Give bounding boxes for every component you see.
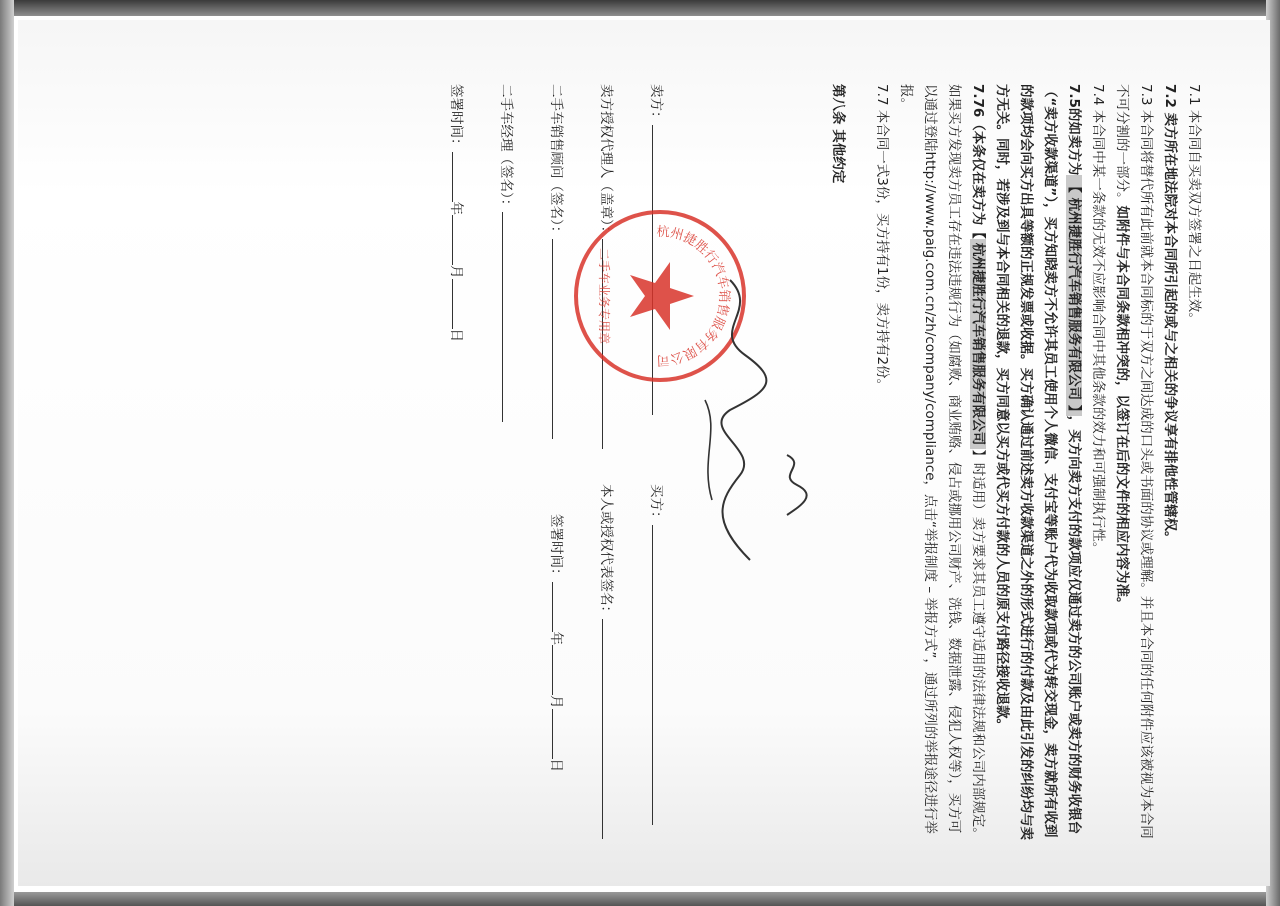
- clause-7-5: 7.5的如卖方为【 杭州捷胜行汽车销售服务有限公司 】，买方向卖方支付的款项应仅通过卖方的公司账户或卖方的财务收银台（“卖方收款渠道”），买方知晓卖方不允许其员工使用个人微信、支付宝等账户代为收取款项或代为转交现金，卖方就所有收到的款项均会向买方出具等额的正规发票或收据。买方确认通过前述卖方收款渠道之外的形式进行的付款及由此引发的纠纷均与卖方无关。同时，若涉及到与本合同相关的退款，买方同意以买方或代买方付款的人员的原支付路径接收退款。: [994, 84, 1082, 840]
- buyer-time-row: 签署时间：年月日: [548, 514, 564, 772]
- seller-agent-row: 卖方授权代理人（盖章）：: [598, 84, 618, 449]
- manager-row: 二手车经理（签名）：: [498, 84, 518, 422]
- buyer-rep-row: 本人或授权代表签名：: [598, 484, 618, 839]
- seller-time-row: 签署时间：年月日: [448, 84, 464, 342]
- buyer-line: [652, 525, 653, 825]
- photo-edge-left: [0, 0, 14, 906]
- consultant-row: 二手车销售顾问（签名）：: [548, 84, 568, 439]
- manager-line: [502, 212, 503, 422]
- seal-text: 杭州捷胜行汽车销售服务有限公司: [656, 224, 731, 368]
- handwritten-signature: [680, 260, 800, 590]
- buyer-rep-line: [602, 619, 603, 839]
- contract-clauses: [826, 84, 1206, 844]
- highlighted-company-name: 【 杭州捷胜行汽车销售服务有限公司 】: [1066, 175, 1082, 415]
- clause-7-3: 7.3 本合同将替代所有此前就本合同标的于双方之间达成的口头或书面的协议或理解。并且本合同的任何附件应该被视为本合同不可分割的一部分。如附件与本合同条款相冲突的，以签订在后的文件的相应内容为准。: [1114, 84, 1154, 839]
- consultant-line: [552, 239, 553, 439]
- clause-7-1: 7.1 本合同自买卖双方签署之日起生效。: [1186, 84, 1202, 326]
- clause-7-2: 7.2 卖方所在地法院对本合同所引起的或与之相关的争议享有排他性管辖权。: [1162, 84, 1178, 545]
- section-8-title: 第八条 其他约定: [830, 84, 846, 184]
- photo-edge-top: [0, 0, 1280, 16]
- seller-signature-row: 卖方：: [648, 84, 668, 415]
- buyer-signature-row: 买方：: [648, 484, 668, 825]
- buyer-signature: [772, 450, 812, 520]
- contract-page: [18, 20, 1270, 886]
- photo-edge-bottom: [0, 892, 1280, 906]
- clause-7-4: 7.4 本合同中某一条款的无效不应影响合同中其他条款的效力和可强制执行性。: [1090, 84, 1106, 556]
- clause-7-6: 7.76（本条仅在卖方为【杭州捷胜行汽车销售服务有限公司】时适用）卖方要求其员工遵守适用的法律法规和公司内部规定。如果买方发现卖方员工存在违法违规行为（如腐败、商业贿赂、侵占或挪用公司财产、洗钱、数据泄露、侵犯人权等），买方可以通过登陆http://www.paig.com.cn/zh/company/compliance，点击“举报制度 – 举报方式”，通过所列的举报途径进行举报。: [898, 84, 986, 841]
- clause-7-7: 7.7 本合同一式3份，买方持有1份，卖方持有2份。: [874, 84, 890, 393]
- seal-subtext: 二手车业务专用章: [597, 247, 611, 345]
- highlighted-company-name-2: 杭州捷胜行汽车销售服务有限公司: [970, 239, 986, 450]
